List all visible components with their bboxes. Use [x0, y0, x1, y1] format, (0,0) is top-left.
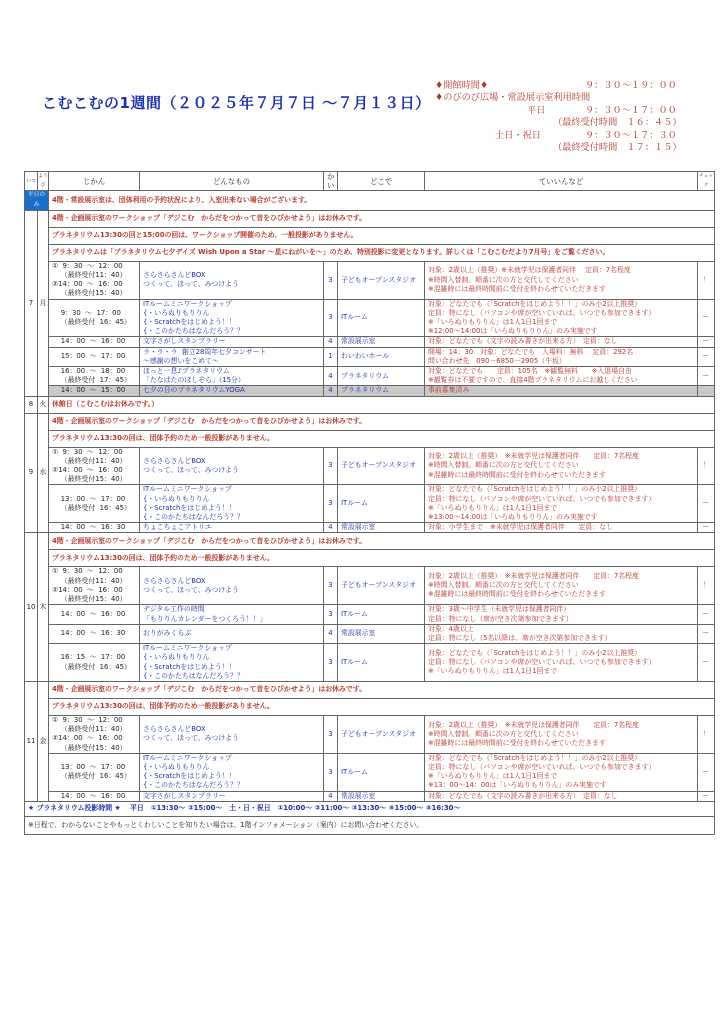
header-what: どんなもの	[140, 172, 324, 191]
event-note: 対象：どなたでも（文字の読み書きが出来る方） 定員：なし	[425, 791, 698, 801]
header-check: チェック	[698, 172, 715, 191]
event-check: ー	[698, 605, 715, 624]
event-name	[140, 367, 324, 386]
notice-row	[25, 550, 715, 567]
event-row	[25, 567, 715, 605]
event-time: 16：15 ～ 17：00 （最終受付 16：45）	[49, 644, 140, 682]
event-name-text: ITルームミニワークショップ {・いろぬりもりりん {・Scratchをはじめよう！！ {・このかたちはなんだろう？？	[143, 644, 244, 680]
event-time: 13：00 ～ 17：00 （最終受付 16：45）	[49, 753, 140, 791]
event-name-text: 文字さがしスタンプラリー	[143, 337, 226, 346]
event-name-text: ITルームミニワークショップ {・いろぬりもりりん {・Scratchをはじめよう！！ {・このかたちはなんだろう？？	[143, 485, 244, 522]
event-note: 事前募集済み	[425, 386, 698, 396]
event-place: ITルーム	[338, 644, 425, 682]
event-note: 対象：2歳以上（推奨） ※未就学児は保護者同伴 定員：7名程度 ※時間入替制。順番に次の方と交代してください ※混雑時には最終時間前に受付を終わらせていただきます	[425, 715, 698, 753]
event-row	[25, 386, 715, 396]
event-time: ① 9：30 ～ 12：00 （最終受付11：40） ②14：00 ～ 16：00 （最終受付15：40）	[49, 567, 140, 605]
event-floor: 3	[324, 485, 338, 523]
closed-notice: 休館日（こむこむはお休みです。）	[49, 396, 715, 413]
event-floor: 3	[324, 299, 338, 337]
event-name	[140, 605, 324, 624]
opening-hours	[435, 80, 682, 154]
event-time: 16：00 ～ 18：00 （最終受付 17：45）	[49, 367, 140, 386]
event-name	[140, 261, 324, 299]
weekday-notice-row	[25, 191, 715, 210]
event-note: 開場：14：30 対象：どなたでも 入場料：無料 定員：292名 問い合わせ先 090－6850－2905（牛坂）	[425, 347, 698, 366]
day-of-week: 月	[38, 210, 49, 396]
header-note: ていいんなど	[425, 172, 698, 191]
header-time: じかん	[49, 172, 140, 191]
open-hours-label: ♦開館時間♦	[435, 80, 489, 91]
event-note: 対象：3歳～中学生（未就学児は保護者同伴） 定員：特になし（席が空き次第参加できます）	[425, 605, 698, 624]
event-name	[140, 624, 324, 643]
event-row	[25, 644, 715, 682]
plaza-hours-label: ♦のびのび広場・常設展示室利用時間	[435, 92, 591, 104]
event-place: ITルーム	[338, 605, 425, 624]
event-place: プラネタリウム	[338, 367, 425, 386]
event-row	[25, 347, 715, 366]
notice-row	[25, 413, 715, 430]
notice-row	[25, 244, 715, 261]
event-name	[140, 753, 324, 791]
notice-row	[25, 698, 715, 715]
planetarium-legend-row	[25, 801, 715, 816]
open-hours-value: ９：３０～１９：００	[585, 80, 677, 91]
day-notice: プラネタリウム13:30の回は、団体予約のため一般投影がありません。	[49, 550, 715, 567]
event-row	[25, 605, 715, 624]
weekday-hours: ９：３０～１７：００	[585, 104, 677, 116]
header-when: いつ	[25, 172, 38, 191]
day-of-week: 金	[38, 681, 49, 801]
holiday-last-entry: （最終受付時間 １７：１５）	[553, 141, 682, 153]
day-notice: 4階・企画展示室のワークショップ「デジこむ からだをつかって音をひびかせよう」はお休みです。	[49, 413, 715, 430]
event-place: 子どもオープンスタジオ	[338, 567, 425, 605]
notice-row	[25, 533, 715, 550]
event-note: 対象：どなたでも 定員：105名 ※観覧無料 ※入退場自由 ※観覧券は不要ですので、直接4階プラネタリウムにお越しください	[425, 367, 698, 386]
event-name	[140, 347, 324, 366]
event-time: ① 9：30 ～ 12：00 （最終受付11：40） ②14：00 ～ 16：00 （最終受付15：40）	[49, 447, 140, 485]
event-check: ー	[698, 299, 715, 337]
event-name	[140, 386, 324, 396]
event-row	[25, 261, 715, 299]
notice-row	[25, 430, 715, 447]
event-place: 常設展示室	[338, 523, 425, 533]
event-check: ー	[698, 485, 715, 523]
day-number: 9	[25, 413, 38, 533]
event-place: ITルーム	[338, 299, 425, 337]
event-place: ITルーム	[338, 485, 425, 523]
event-time: 14：00 ～ 16：00	[49, 337, 140, 347]
event-time: 14：00 ～ 15：00	[49, 386, 140, 396]
event-name	[140, 337, 324, 347]
event-place: 常設展示室	[338, 624, 425, 643]
event-check: ！	[698, 447, 715, 485]
event-floor: 4	[324, 386, 338, 396]
event-name-text: ほっと一息♪プラネタリウム 「たなばたのほしぞら」（15分）	[143, 367, 245, 385]
header-floor: かい	[324, 172, 338, 191]
weekday-label: 平日	[527, 104, 546, 116]
day-of-week: 水	[38, 413, 49, 533]
event-floor: 3	[324, 644, 338, 682]
event-floor: 3	[324, 447, 338, 485]
day-number: 10	[25, 533, 38, 681]
event-note: 対象：どなたでも（「Scratchをはじめよう！！」のみ小2以上推奨） 定員：特になし（パソコンや席が空いていれば、いつでも参加できます） ※「いろぬりもりりん」は1人1日1回まで	[425, 644, 698, 682]
event-name	[140, 299, 324, 337]
event-row	[25, 367, 715, 386]
event-name	[140, 447, 324, 485]
event-check: ー	[698, 337, 715, 347]
weekly-schedule-table	[24, 171, 715, 835]
event-place: 子どもオープンスタジオ	[338, 261, 425, 299]
event-row	[25, 624, 715, 643]
event-floor: 4	[324, 791, 338, 801]
event-time: 14：00 ～ 16：30	[49, 624, 140, 643]
weekday-only-badge: 平日のみ	[25, 191, 49, 210]
header-place: どこで	[338, 172, 425, 191]
event-name	[140, 485, 324, 523]
holiday-hours: ９：３０～１７：３０	[585, 129, 677, 141]
event-name-text: ラ・ラ・ラ 創立28周年七夕コンサート ～感謝の想いをこめて～	[143, 347, 267, 365]
event-floor: 4	[324, 624, 338, 643]
day-notice: プラネタリウム13:30の回は、団体予約のため一般投影がありません。	[49, 698, 715, 715]
day-notice: 4階・企画展示室のワークショップ「デジこむ からだをつかって音をひびかせよう」はお休みです。	[49, 210, 715, 227]
day-notice: 4階・企画展示室のワークショップ「デジこむ からだをつかって音をひびかせよう」はお休みです。	[49, 533, 715, 550]
event-check: ー	[698, 367, 715, 386]
event-name-text: さらさらさんどBOX つくって、ほって、みつけよう	[143, 576, 239, 594]
event-place: 常設展示室	[338, 791, 425, 801]
event-note: 対象：2歳以上（推奨） ※未就学児は保護者同伴 定員：7名程度 ※時間入替制。順番に次の方と交代してください ※混雑時には最終時間前に受付を終わらせていただきます	[425, 567, 698, 605]
event-floor: 4	[324, 367, 338, 386]
event-check: ！	[698, 715, 715, 753]
event-check: ー	[698, 347, 715, 366]
header-day: ようび	[38, 172, 49, 191]
event-time: 15：00 ～ 17：00	[49, 347, 140, 366]
event-row	[25, 523, 715, 533]
event-note: 対象：4歳以上 定員：特になし（5名以降は、席が空き次第参加できます）	[425, 624, 698, 643]
event-time: 14：00 ～ 16：00	[49, 605, 140, 624]
event-name-text: ITルームミニワークショップ {・いろぬりもりりん {・Scratchをはじめよう！！ {・このかたちはなんだろう？？	[143, 299, 244, 336]
event-floor: 4	[324, 337, 338, 347]
event-check: ！	[698, 567, 715, 605]
event-name-text: デジタル工作の時間 「もりりんカレンダーをつくろう！！」	[143, 605, 267, 623]
event-check: ー	[698, 644, 715, 682]
event-name-text: さらさらさんどBOX つくって、ほって、みつけよう	[143, 725, 239, 743]
closed-day-row	[25, 396, 715, 413]
day-notice: プラネタリウムは「プラネタリウム七夕デイズ Wish Upon a Star ～星にねがいを～」のため、特別投影に変更となります。詳しくは「こむこむだより7月号」をご覧ください。	[49, 244, 715, 261]
event-row	[25, 337, 715, 347]
event-note: 対象：どなたでも（「Scratchをはじめよう！！」のみ小2以上推奨） 定員：特になし（パソコンや席が空いていれば、いつでも参加できます） ※「いろぬりもりりん」は1人1日1回まで ※13:00～14:00は「いろぬりもりりん」のみ実施です	[425, 485, 698, 523]
event-name	[140, 644, 324, 682]
event-check: ー	[698, 523, 715, 533]
event-row	[25, 715, 715, 753]
footnote: ※日程で、わからないことやもっとくわしいことを知りたい場合は、1階インフォメーション（案内）にお問い合わせください。	[25, 816, 715, 834]
event-floor: 3	[324, 715, 338, 753]
event-place: ITルーム	[338, 753, 425, 791]
event-name-text: 文字さがしスタンプラリー	[143, 791, 226, 800]
event-check	[698, 386, 715, 396]
event-row	[25, 753, 715, 791]
event-floor: 3	[324, 605, 338, 624]
event-floor: 4	[324, 523, 338, 533]
notice-row	[25, 227, 715, 244]
event-time: 13：00 ～ 17：00 （最終受付 16：45）	[49, 485, 140, 523]
event-row	[25, 299, 715, 337]
footnote-row	[25, 816, 715, 834]
planetarium-schedule: ★ プラネタリウム投影時間 ★ 平日 ①13:30～ ②15:00～ 土・日・祝日 ①10:00～ ②11:00～ ③13:30～ ④15:00～ ⑤16:30～	[25, 801, 715, 816]
event-time: ① 9：30 ～ 12：00 （最終受付11：40） ②14：00 ～ 16：00 （最終受付15：40）	[49, 715, 140, 753]
event-check: ！	[698, 261, 715, 299]
page-title: こむこむの1週間（２０２５年７月７日 ～７月１３日）	[42, 94, 431, 112]
day-number: 7	[25, 210, 38, 396]
day-notice: 4階・企画展示室のワークショップ「デジこむ からだをつかって音をひびかせよう」はお休みです。	[49, 681, 715, 698]
day-number: 8	[25, 396, 38, 413]
event-time: 14：00 ～ 16：30	[49, 523, 140, 533]
event-name-text: ITルームミニワークショップ {・いろぬりもりりん {・Scratchをはじめよう！！ {・このかたちはなんだろう？？	[143, 753, 244, 790]
event-note: 対象：どなたでも（「Scratchをはじめよう！！」のみ小2以上推奨） 定員：特になし（パソコンや席が空いていれば、いつでも参加できます） ※「いろぬりもりりん」は1人1日1回まで ※12:00～14:00は「いろぬりもりりん」のみ実施です	[425, 299, 698, 337]
weekday-notice: 4階・常設展示室は、団体利用の予約状況により、入室出来ない場合がございます。	[49, 191, 715, 210]
event-note: 対象：どなたでも（「Scratchをはじめよう！！」のみ小2以上推奨） 定員：特になし（パソコンや席が空いていれば、いつでも参加できます） ※「いろぬりもりりん」は1人1日1回まで ※13：00～14：00は「いろぬりもりりん」のみ実施です	[425, 753, 698, 791]
notice-row	[25, 681, 715, 698]
event-name-text: ちょこちょこアトリエ	[143, 523, 212, 532]
event-place: わいわいホール	[338, 347, 425, 366]
event-name	[140, 791, 324, 801]
event-place: 子どもオープンスタジオ	[338, 447, 425, 485]
weekday-last-entry: （最終受付時間 １６：４５）	[553, 117, 682, 129]
event-row	[25, 447, 715, 485]
event-name	[140, 567, 324, 605]
event-time: 14：00 ～ 16：00	[49, 791, 140, 801]
event-check: ー	[698, 624, 715, 643]
notice-row	[25, 210, 715, 227]
event-name-text: さらさらさんどBOX つくって、ほって、みつけよう	[143, 456, 239, 475]
event-floor: 3	[324, 567, 338, 605]
event-name-text: さらさらさんどBOX つくって、ほって、みつけよう	[143, 271, 239, 289]
day-notice: プラネタリウム13:30の回は、団体予約のため一般投影がありません。	[49, 430, 715, 447]
table-header-row	[25, 172, 715, 191]
event-name-text: おりがみくらぶ	[143, 629, 192, 638]
event-place: 常設展示室	[338, 337, 425, 347]
day-of-week: 木	[38, 533, 49, 681]
day-notice: プラネタリウム13:30の回と15:00の回は、ワークショップ開催のため、一般投影がありません。	[49, 227, 715, 244]
event-note: 対象：2歳以上（推奨） ※未就学児は保護者同伴 定員：7名程度 ※時間入替制。順番に次の方と交代してください ※混雑時には最終時間前に受付を終わらせていただきます	[425, 447, 698, 485]
event-note: 対象：2歳以上（推奨）※未就学児は保護者同伴 定員：7名程度 ※時間入替制。順番に次の方と交代してください ※混雑時には最終時間前に受付を終わらせていただきます	[425, 261, 698, 299]
event-note: 対象：どなたでも（文字の読み書きが出来る方） 定員：なし	[425, 337, 698, 347]
day-of-week: 火	[38, 396, 49, 413]
event-row	[25, 791, 715, 801]
day-number: 11	[25, 681, 38, 801]
event-check: ー	[698, 791, 715, 801]
event-floor: 3	[324, 261, 338, 299]
event-row	[25, 485, 715, 523]
holiday-label: 土日・祝日	[495, 129, 541, 141]
event-place: プラネタリウム	[338, 386, 425, 396]
event-check: ー	[698, 753, 715, 791]
event-name	[140, 523, 324, 533]
event-name-text: 七夕の日のプラネタリウムYOGA	[143, 386, 245, 395]
event-time: ① 9：30 ～ 12：00 （最終受付11：40） ②14：00 ～ 16：00 （最終受付15：40）	[49, 261, 140, 299]
event-name	[140, 715, 324, 753]
event-floor: 1	[324, 347, 338, 366]
event-time: 9：30 ～ 17：00 （最終受付 16：45）	[49, 299, 140, 337]
event-note: 対象：小学生まで ※未就学児は保護者同伴 定員：なし	[425, 523, 698, 533]
event-floor: 3	[324, 753, 338, 791]
event-place: 子どもオープンスタジオ	[338, 715, 425, 753]
